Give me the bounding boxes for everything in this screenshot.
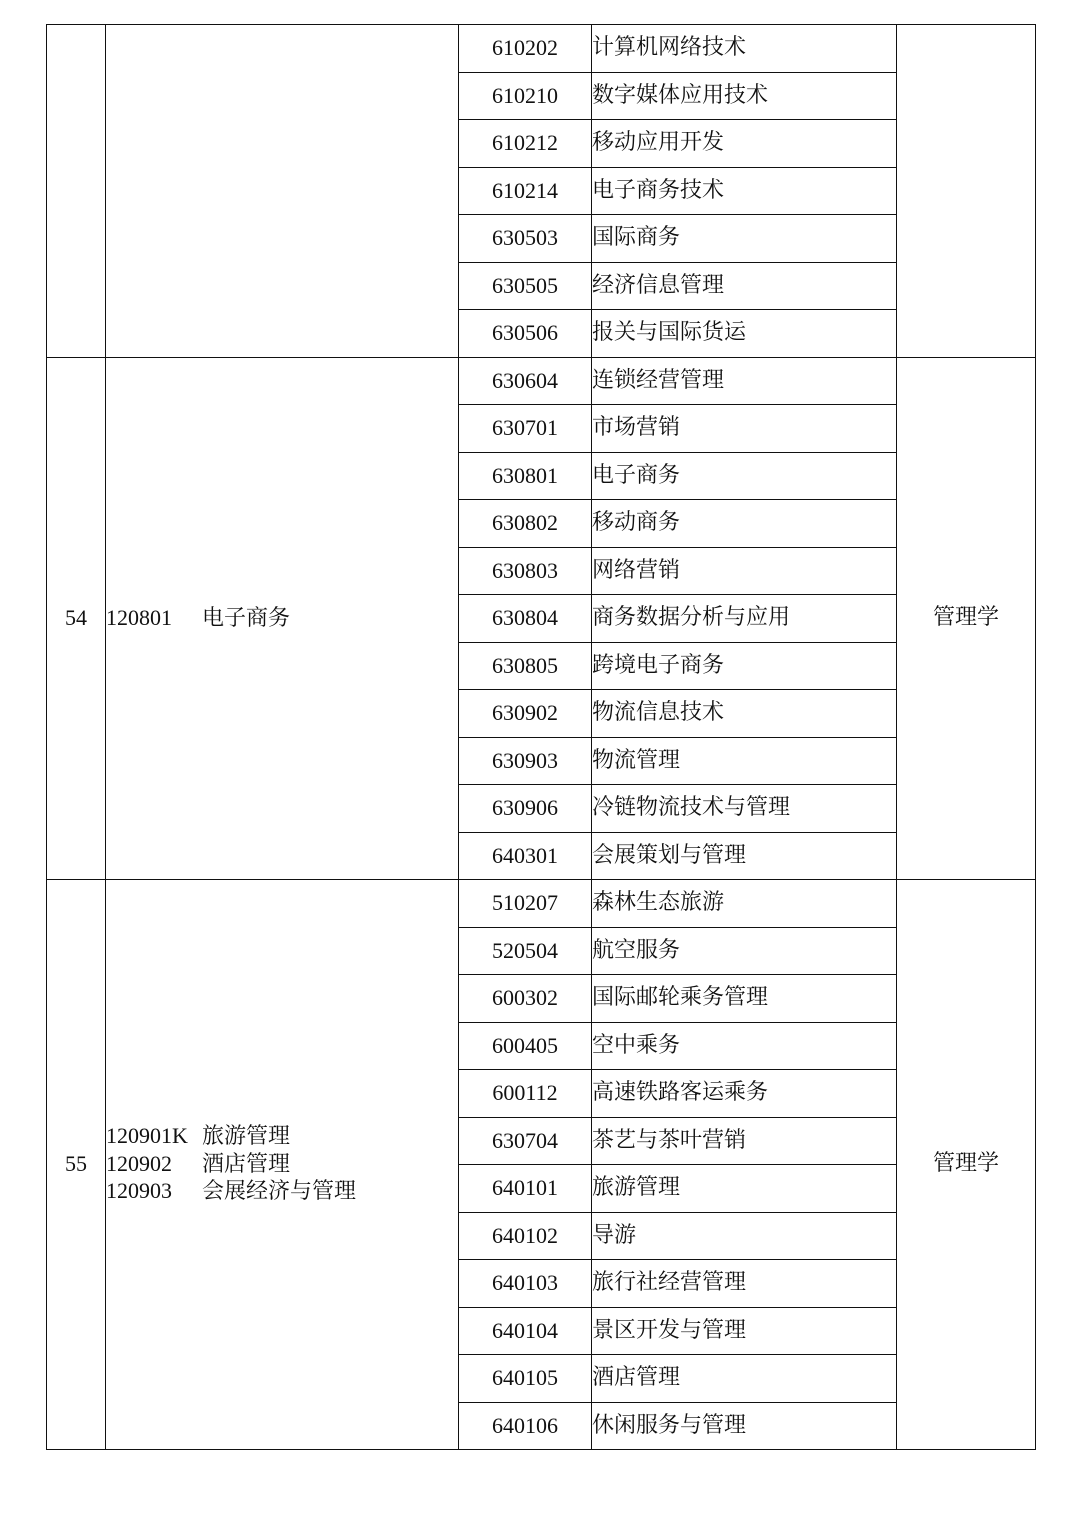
vocational-major-code: 630701 — [459, 405, 592, 453]
group-number-cell: 55 — [47, 880, 106, 1450]
vocational-major-name: 物流信息技术 — [592, 690, 897, 738]
vocational-major-name: 经济信息管理 — [592, 262, 897, 310]
vocational-major-code: 630506 — [459, 310, 592, 358]
vocational-major-code: 600405 — [459, 1022, 592, 1070]
discipline-category-cell: 管理学 — [897, 357, 1036, 880]
vocational-major-code: 640102 — [459, 1212, 592, 1260]
vocational-major-name: 旅游管理 — [592, 1165, 897, 1213]
major-code: 120901K — [106, 1123, 188, 1149]
undergraduate-major-cell — [106, 880, 459, 1450]
discipline-category-cell: 管理学 — [897, 880, 1036, 1450]
vocational-major-name: 休闲服务与管理 — [592, 1402, 897, 1450]
vocational-major-code: 640105 — [459, 1355, 592, 1403]
undergraduate-major — [106, 1151, 458, 1178]
vocational-major-name: 移动商务 — [592, 500, 897, 548]
vocational-major-code: 630505 — [459, 262, 592, 310]
group-number-cell — [47, 25, 106, 358]
vocational-major-name: 森林生态旅游 — [592, 880, 897, 928]
table-row — [47, 880, 1036, 928]
vocational-major-code: 640301 — [459, 832, 592, 880]
undergraduate-major — [106, 1123, 458, 1150]
vocational-major-name: 跨境电子商务 — [592, 642, 897, 690]
vocational-major-name: 旅行社经营管理 — [592, 1260, 897, 1308]
vocational-major-name: 电子商务技术 — [592, 167, 897, 215]
group-number-cell: 54 — [47, 357, 106, 880]
vocational-major-code: 600112 — [459, 1070, 592, 1118]
discipline-category-cell — [897, 25, 1036, 358]
vocational-major-name: 会展策划与管理 — [592, 832, 897, 880]
vocational-major-code: 630805 — [459, 642, 592, 690]
vocational-major-name: 空中乘务 — [592, 1022, 897, 1070]
vocational-major-code: 610202 — [459, 25, 592, 73]
undergraduate-major-cell — [106, 25, 459, 358]
vocational-major-code: 610210 — [459, 72, 592, 120]
vocational-major-name: 商务数据分析与应用 — [592, 595, 897, 643]
vocational-major-code: 640101 — [459, 1165, 592, 1213]
vocational-major-code: 630802 — [459, 500, 592, 548]
vocational-major-code: 510207 — [459, 880, 592, 928]
major-name: 电子商务 — [202, 605, 291, 631]
major-mapping-table — [46, 24, 1036, 1450]
vocational-major-name: 计算机网络技术 — [592, 25, 897, 73]
vocational-major-name: 冷链物流技术与管理 — [592, 785, 897, 833]
vocational-major-code: 600302 — [459, 975, 592, 1023]
vocational-major-name: 报关与国际货运 — [592, 310, 897, 358]
major-code: 120902 — [106, 1150, 172, 1176]
undergraduate-major — [106, 1178, 458, 1205]
undergraduate-major-cell — [106, 357, 459, 880]
major-code: 120903 — [106, 1178, 172, 1204]
vocational-major-code: 610214 — [459, 167, 592, 215]
table-body — [47, 25, 1036, 1450]
vocational-major-name: 市场营销 — [592, 405, 897, 453]
undergraduate-major — [106, 605, 458, 632]
vocational-major-code: 630503 — [459, 215, 592, 263]
vocational-major-name: 酒店管理 — [592, 1355, 897, 1403]
vocational-major-name: 导游 — [592, 1212, 897, 1260]
vocational-major-code: 630604 — [459, 357, 592, 405]
vocational-major-code: 640106 — [459, 1402, 592, 1450]
table-row — [47, 25, 1036, 73]
vocational-major-name: 高速铁路客运乘务 — [592, 1070, 897, 1118]
vocational-major-code: 630804 — [459, 595, 592, 643]
major-name: 旅游管理 — [202, 1124, 291, 1150]
vocational-major-name: 国际商务 — [592, 215, 897, 263]
vocational-major-code: 640103 — [459, 1260, 592, 1308]
vocational-major-code: 520504 — [459, 927, 592, 975]
vocational-major-code: 630704 — [459, 1117, 592, 1165]
vocational-major-name: 茶艺与茶叶营销 — [592, 1117, 897, 1165]
major-name: 会展经济与管理 — [202, 1179, 357, 1205]
vocational-major-name: 航空服务 — [592, 927, 897, 975]
vocational-major-code: 630902 — [459, 690, 592, 738]
major-code: 120801 — [106, 604, 172, 630]
vocational-major-code: 610212 — [459, 120, 592, 168]
vocational-major-name: 连锁经营管理 — [592, 357, 897, 405]
vocational-major-code: 630801 — [459, 452, 592, 500]
vocational-major-code: 630903 — [459, 737, 592, 785]
vocational-major-code: 640104 — [459, 1307, 592, 1355]
vocational-major-name: 电子商务 — [592, 452, 897, 500]
vocational-major-name: 国际邮轮乘务管理 — [592, 975, 897, 1023]
vocational-major-name: 数字媒体应用技术 — [592, 72, 897, 120]
table-row — [47, 357, 1036, 405]
major-name: 酒店管理 — [202, 1151, 291, 1177]
vocational-major-name: 景区开发与管理 — [592, 1307, 897, 1355]
vocational-major-name: 网络营销 — [592, 547, 897, 595]
vocational-major-code: 630803 — [459, 547, 592, 595]
vocational-major-name: 物流管理 — [592, 737, 897, 785]
vocational-major-name: 移动应用开发 — [592, 120, 897, 168]
vocational-major-code: 630906 — [459, 785, 592, 833]
